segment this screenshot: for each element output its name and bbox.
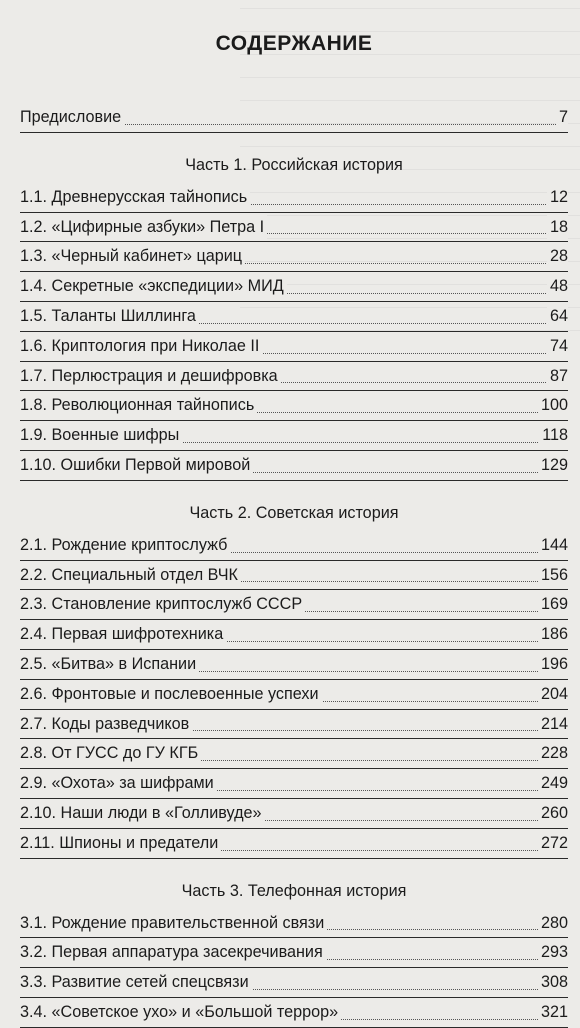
- toc-entry[interactable]: [20, 590, 568, 620]
- toc-entry-page: 7: [556, 103, 568, 131]
- toc-entry-title: 2.4. Первая шифротехника: [20, 620, 226, 648]
- toc-entry-page: 129: [538, 451, 568, 479]
- toc-entry-page: 321: [538, 998, 568, 1026]
- toc-entry-title: 2.10. Наши люди в «Голливуде»: [20, 799, 265, 827]
- toc-entry-title: 3.1. Рождение правительственной связи: [20, 909, 327, 937]
- toc-entry[interactable]: [20, 650, 568, 680]
- toc-entry-page: 196: [538, 650, 568, 678]
- toc-entry-preface[interactable]: [20, 103, 568, 133]
- toc-entry[interactable]: [20, 909, 568, 939]
- toc-entry[interactable]: [20, 799, 568, 829]
- toc-entry[interactable]: [20, 332, 568, 362]
- toc-entry-title: 3.2. Первая аппаратура засекречивания: [20, 938, 326, 966]
- toc-entry-page: 169: [538, 590, 568, 618]
- toc-entry-title: 2.5. «Битва» в Испании: [20, 650, 199, 678]
- toc-entry-page: 204: [538, 680, 568, 708]
- toc-entry[interactable]: [20, 451, 568, 481]
- toc-entry-title: 1.4. Секретные «экспедиции» МИД: [20, 272, 287, 300]
- toc-entry[interactable]: [20, 680, 568, 710]
- toc-entry[interactable]: [20, 242, 568, 272]
- toc-entry-title: 2.3. Становление криптослужб СССР: [20, 590, 305, 618]
- toc-entry[interactable]: [20, 998, 568, 1028]
- toc-entry-title: Предисловие: [20, 103, 124, 131]
- toc-entry-title: 1.5. Таланты Шиллинга: [20, 302, 199, 330]
- toc-entry[interactable]: [20, 620, 568, 650]
- toc-entry-page: 228: [538, 739, 568, 767]
- toc-entry[interactable]: [20, 710, 568, 740]
- toc-entry-title: 2.1. Рождение криптослужб: [20, 531, 230, 559]
- toc-entry[interactable]: [20, 938, 568, 968]
- toc-entry-title: 2.7. Коды разведчиков: [20, 710, 192, 738]
- toc-entry[interactable]: [20, 362, 568, 392]
- toc-parts: [20, 133, 568, 1028]
- toc-entry[interactable]: [20, 213, 568, 243]
- toc-entry[interactable]: [20, 302, 568, 332]
- toc-entry-title: 2.9. «Охота» за шифрами: [20, 769, 217, 797]
- toc-entry[interactable]: [20, 968, 568, 998]
- toc-entry-title: 2.6. Фронтовые и послевоенные успехи: [20, 680, 322, 708]
- toc-entry-page: 18: [547, 213, 568, 241]
- toc-entry-page: 214: [538, 710, 568, 738]
- toc-entry-page: 87: [547, 362, 568, 390]
- toc-entry-title: 1.3. «Черный кабинет» цариц: [20, 242, 245, 270]
- toc-entry-page: 186: [538, 620, 568, 648]
- toc-entry[interactable]: [20, 421, 568, 451]
- toc-entry-page: 12: [547, 183, 568, 211]
- toc-entry-page: 74: [547, 332, 568, 360]
- toc-entry-title: 1.2. «Цифирные азбуки» Петра I: [20, 213, 267, 241]
- toc-entry-page: 64: [547, 302, 568, 330]
- toc-entry-title: 1.8. Революционная тайнопись: [20, 391, 257, 419]
- toc-entry-title: 3.4. «Советское ухо» и «Большой террор»: [20, 998, 341, 1026]
- toc-entry-title: 1.6. Криптология при Николае II: [20, 332, 262, 360]
- toc-entry[interactable]: [20, 531, 568, 561]
- toc-entry-title: 3.3. Развитие сетей спецсвязи: [20, 968, 252, 996]
- toc-entry-page: 249: [538, 769, 568, 797]
- toc-entry[interactable]: [20, 739, 568, 769]
- toc-entry-page: 308: [538, 968, 568, 996]
- toc-entry-title: 1.7. Перлюстрация и дешифровка: [20, 362, 281, 390]
- toc-entry-page: 118: [539, 421, 568, 449]
- toc-entry[interactable]: [20, 769, 568, 799]
- toc-entry-page: 156: [538, 561, 568, 589]
- toc-entry-title: 2.11. Шпионы и предатели: [20, 829, 221, 857]
- toc-entry-page: 144: [538, 531, 568, 559]
- toc-entry[interactable]: [20, 561, 568, 591]
- toc-entry-page: 280: [538, 909, 568, 937]
- part-heading: Часть 3. Телефонная история: [181, 881, 407, 900]
- part-heading: Часть 1. Российская история: [185, 155, 403, 174]
- toc-entry[interactable]: [20, 391, 568, 421]
- toc-entry[interactable]: [20, 272, 568, 302]
- toc-entry-title: 2.2. Специальный отдел ВЧК: [20, 561, 241, 589]
- toc-entry-title: 1.1. Древнерусская тайнопись: [20, 183, 250, 211]
- toc-entry-page: 272: [538, 829, 568, 857]
- toc-entry-title: 2.8. От ГУСС до ГУ КГБ: [20, 739, 201, 767]
- toc-entry-page: 100: [538, 391, 568, 419]
- toc-entry-title: 1.10. Ошибки Первой мировой: [20, 451, 253, 479]
- toc-entry[interactable]: [20, 183, 568, 213]
- toc-entry-page: 293: [538, 938, 568, 966]
- toc-entry-page: 260: [538, 799, 568, 827]
- toc-entry-title: 1.9. Военные шифры: [20, 421, 182, 449]
- toc-entry[interactable]: [20, 829, 568, 859]
- toc-entry-page: 48: [547, 272, 568, 300]
- toc-entry-page: 28: [547, 242, 568, 270]
- part-heading: Часть 2. Советская история: [189, 503, 399, 522]
- page-title: СОДЕРЖАНИЕ: [215, 32, 373, 55]
